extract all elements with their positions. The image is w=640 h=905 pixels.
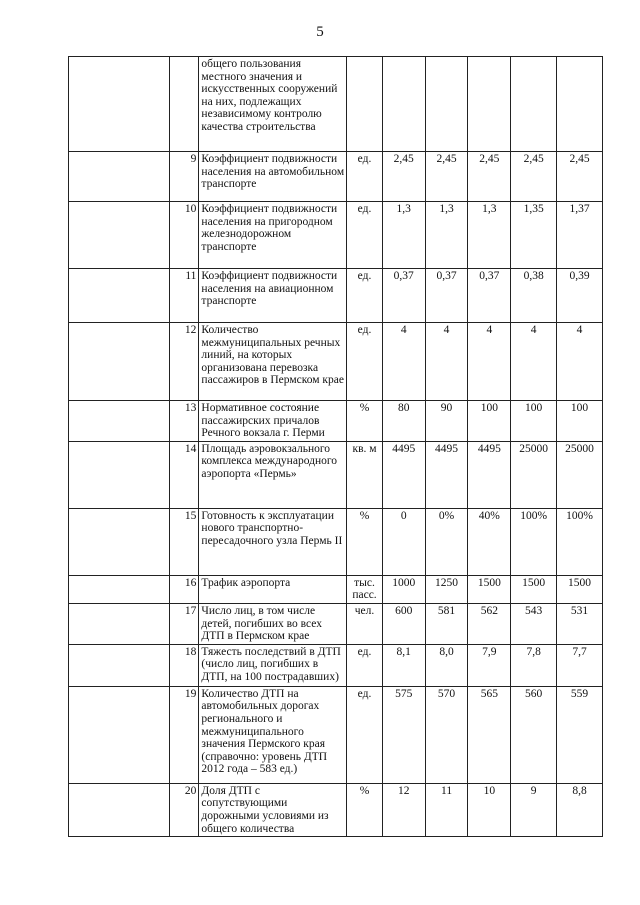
value-cell-4: 1500 [511,575,557,603]
unit-cell: ед. [347,202,383,269]
indicator-name-cell: Готовность к эксплуатации нового транспортно-пересадочного узла Пермь II [199,508,347,575]
unit-cell: ед. [347,644,383,686]
blank-cell [69,441,170,508]
row-number-cell: 17 [169,603,199,644]
row-number-cell: 15 [169,508,199,575]
value-cell-1: 0 [382,508,425,575]
table-row [69,441,603,508]
unit-cell: ед. [347,269,383,323]
indicator-name-cell: Тяжесть последствий в ДТП (число лиц, погибших в ДТП, на 100 пострадавших) [199,644,347,686]
indicators-table [68,56,603,837]
table-row [69,508,603,575]
value-cell-1: 4 [382,323,425,401]
value-cell-2: 1250 [425,575,468,603]
row-number-cell: 18 [169,644,199,686]
value-cell-5: 2,45 [557,152,603,202]
indicator-name-cell: Количество ДТП на автомобильных дорогах регионального и межмуниципального значения Пермского края (справочно: уровень ДТП 2012 года – 583 ед.) [199,686,347,783]
table-row [69,401,603,442]
value-cell-5: 1500 [557,575,603,603]
indicator-name-cell: Трафик аэропорта [199,575,347,603]
value-cell-4: 543 [511,603,557,644]
value-cell-1: 600 [382,603,425,644]
table-row [69,152,603,202]
value-cell-5: 8,8 [557,783,603,836]
blank-cell [69,269,170,323]
value-cell-1: 8,1 [382,644,425,686]
blank-cell [69,323,170,401]
unit-cell: ед. [347,152,383,202]
value-cell-3 [468,57,511,152]
value-cell-3: 100 [468,401,511,442]
value-cell-1: 1,3 [382,202,425,269]
value-cell-3: 2,45 [468,152,511,202]
value-cell-2: 581 [425,603,468,644]
indicator-name-cell: Коэффициент подвижности населения на автомобильном транспорте [199,152,347,202]
value-cell-3: 7,9 [468,644,511,686]
value-cell-2 [425,57,468,152]
value-cell-2: 4495 [425,441,468,508]
indicator-name-cell: Площадь аэровокзального комплекса международного аэропорта «Пермь» [199,441,347,508]
value-cell-4: 25000 [511,441,557,508]
value-cell-3: 562 [468,603,511,644]
table-row [69,323,603,401]
value-cell-3: 1500 [468,575,511,603]
table-row [69,686,603,783]
unit-cell: % [347,401,383,442]
table-row [69,783,603,836]
row-number-cell: 14 [169,441,199,508]
blank-cell [69,57,170,152]
unit-cell: ед. [347,323,383,401]
value-cell-2: 8,0 [425,644,468,686]
value-cell-5: 1,37 [557,202,603,269]
indicator-name-cell: Нормативное состояние пассажирских причалов Речного вокзала г. Перми [199,401,347,442]
value-cell-5: 559 [557,686,603,783]
value-cell-4: 100% [511,508,557,575]
indicator-name-cell: Коэффициент подвижности населения на пригородном железнодорожном транспорте [199,202,347,269]
blank-cell [69,783,170,836]
value-cell-1: 1000 [382,575,425,603]
value-cell-3: 1,3 [468,202,511,269]
blank-cell [69,575,170,603]
value-cell-5: 100% [557,508,603,575]
value-cell-3: 4 [468,323,511,401]
unit-cell: % [347,508,383,575]
value-cell-1 [382,57,425,152]
table-row [69,644,603,686]
unit-cell [347,57,383,152]
blank-cell [69,152,170,202]
value-cell-2: 570 [425,686,468,783]
indicator-name-cell: Количество межмуниципальных речных линий, на которых организована перевозка пассажиров в Пермском крае [199,323,347,401]
indicator-name-cell: Доля ДТП с сопутствующими дорожными условиями из общего количества [199,783,347,836]
row-number-cell: 11 [169,269,199,323]
value-cell-2: 90 [425,401,468,442]
value-cell-5: 100 [557,401,603,442]
indicator-name-cell: Коэффициент подвижности населения на авиационном транспорте [199,269,347,323]
value-cell-3: 40% [468,508,511,575]
value-cell-4: 4 [511,323,557,401]
unit-cell: кв. м [347,441,383,508]
value-cell-4: 2,45 [511,152,557,202]
table-row [69,202,603,269]
table-row [69,603,603,644]
value-cell-5 [557,57,603,152]
indicator-name-cell: общего пользования местного значения и искусственных сооружений на них, подлежащих независимому контролю качества строительства [199,57,347,152]
blank-cell [69,202,170,269]
value-cell-3: 565 [468,686,511,783]
row-number-cell: 19 [169,686,199,783]
value-cell-3: 4495 [468,441,511,508]
table-row [69,57,603,152]
value-cell-1: 0,37 [382,269,425,323]
value-cell-3: 10 [468,783,511,836]
row-number-cell: 13 [169,401,199,442]
value-cell-2: 2,45 [425,152,468,202]
value-cell-1: 2,45 [382,152,425,202]
value-cell-4: 1,35 [511,202,557,269]
value-cell-2: 0% [425,508,468,575]
unit-cell: тыс. пасс. [347,575,383,603]
indicator-name-cell: Число лиц, в том числе детей, погибших во всех ДТП в Пермском крае [199,603,347,644]
unit-cell: чел. [347,603,383,644]
value-cell-2: 0,37 [425,269,468,323]
value-cell-4: 560 [511,686,557,783]
value-cell-3: 0,37 [468,269,511,323]
value-cell-5: 25000 [557,441,603,508]
value-cell-2: 11 [425,783,468,836]
value-cell-5: 4 [557,323,603,401]
value-cell-4: 0,38 [511,269,557,323]
unit-cell: % [347,783,383,836]
page-number: 5 [316,24,324,40]
value-cell-4 [511,57,557,152]
table-row [69,575,603,603]
value-cell-1: 575 [382,686,425,783]
row-number-cell: 20 [169,783,199,836]
value-cell-4: 9 [511,783,557,836]
value-cell-5: 0,39 [557,269,603,323]
value-cell-4: 7,8 [511,644,557,686]
blank-cell [69,508,170,575]
row-number-cell [169,57,199,152]
value-cell-2: 4 [425,323,468,401]
unit-cell: ед. [347,686,383,783]
row-number-cell: 16 [169,575,199,603]
value-cell-5: 7,7 [557,644,603,686]
row-number-cell: 10 [169,202,199,269]
row-number-cell: 9 [169,152,199,202]
row-number-cell: 12 [169,323,199,401]
value-cell-1: 80 [382,401,425,442]
blank-cell [69,686,170,783]
blank-cell [69,644,170,686]
blank-cell [69,603,170,644]
value-cell-4: 100 [511,401,557,442]
value-cell-5: 531 [557,603,603,644]
value-cell-1: 12 [382,783,425,836]
value-cell-1: 4495 [382,441,425,508]
table-row [69,269,603,323]
value-cell-2: 1,3 [425,202,468,269]
blank-cell [69,401,170,442]
